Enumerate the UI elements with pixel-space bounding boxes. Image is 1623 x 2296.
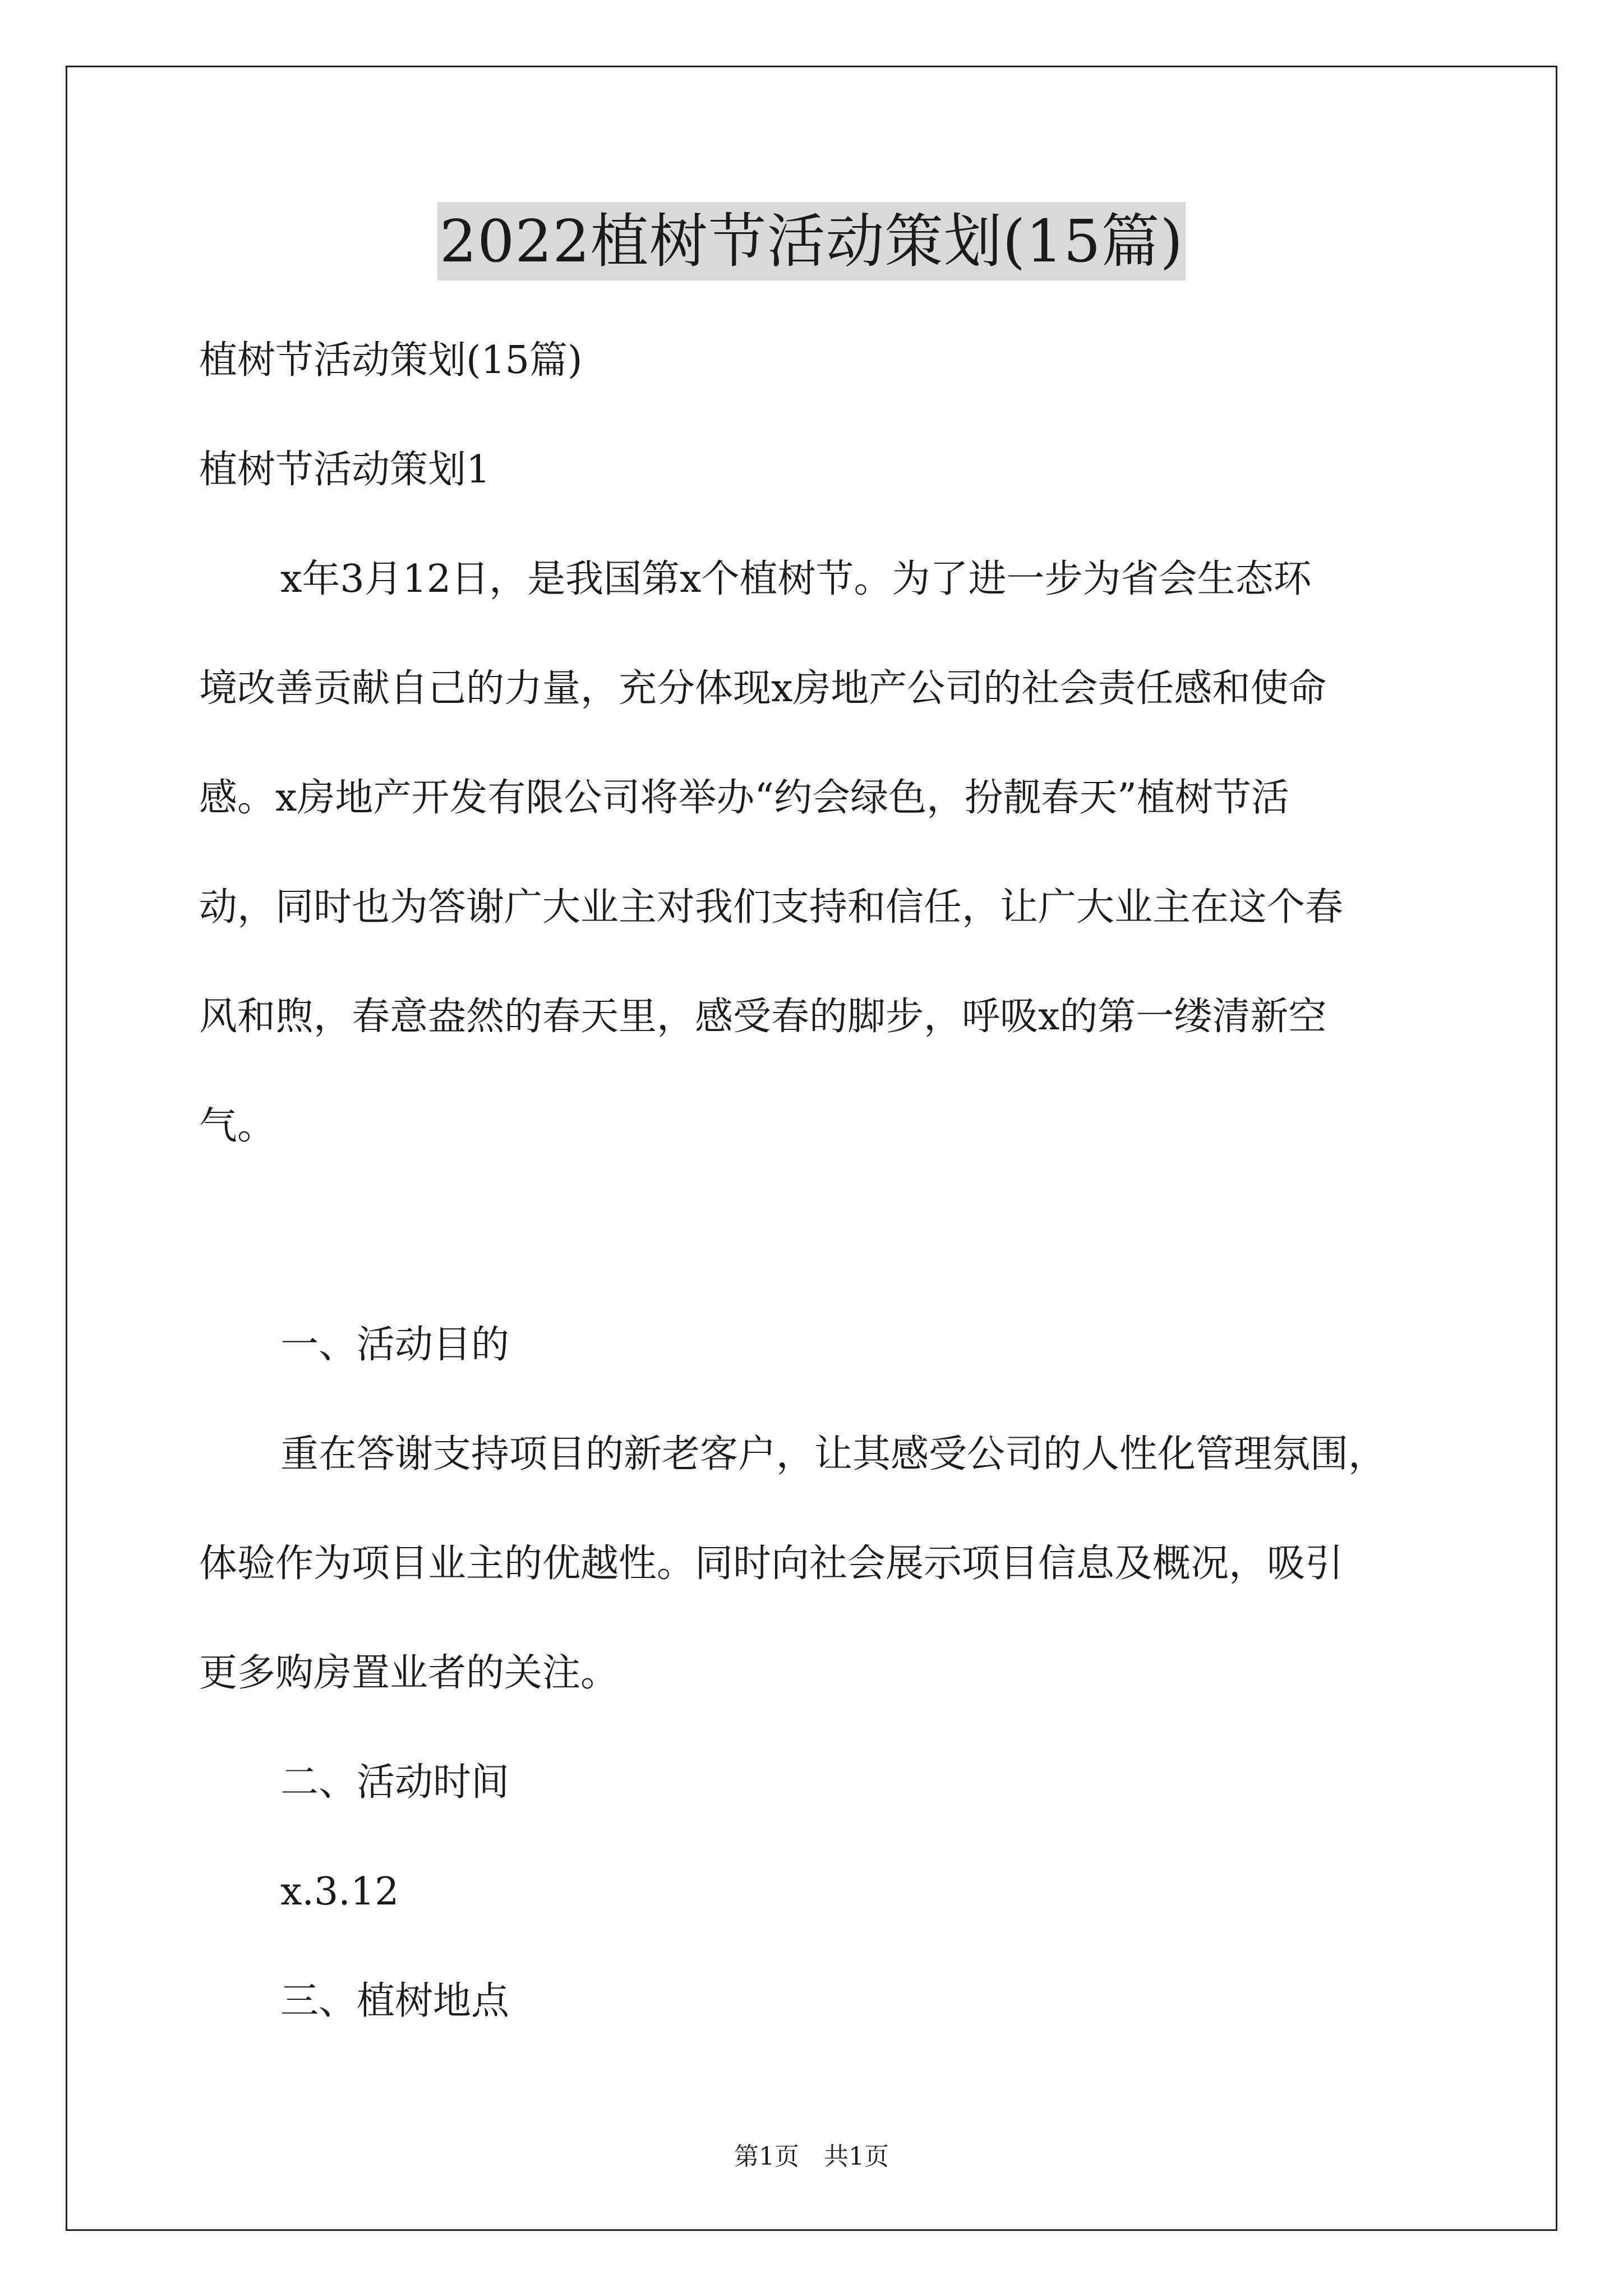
purpose-line-1: 重在答谢支持项目的新老客户，让其感受公司的人性化管理氛围， bbox=[280, 1432, 1387, 1476]
time-value: x.3.12 bbox=[280, 1870, 399, 1914]
intro-line-5: 风和煦，春意盎然的春天里，感受春的脚步，呼吸x的第一缕清新空 bbox=[199, 995, 1327, 1039]
purpose-line-3: 更多购房置业者的关注。 bbox=[199, 1651, 619, 1695]
purpose-line-2: 体验作为项目业主的优越性。同时向社会展示项目信息及概况，吸引 bbox=[199, 1542, 1344, 1586]
purpose-heading: 一、活动目的 bbox=[280, 1323, 510, 1367]
location-heading: 三、植树地点 bbox=[280, 1979, 510, 2023]
intro-line-3: 感。x房地产开发有限公司将举办“约会绿色，扮靓春天”植树节活 bbox=[199, 776, 1289, 820]
intro-line-6: 气。 bbox=[199, 1104, 276, 1148]
section-heading: 植树节活动策划1 bbox=[199, 448, 491, 492]
document-title: 2022植树节活动策划(15篇) bbox=[437, 202, 1186, 280]
paragraph-spacer bbox=[199, 1181, 1433, 1290]
intro-line-4: 动，同时也为答谢广大业主对我们支持和信任，让广大业主在这个春 bbox=[199, 885, 1344, 930]
page-footer: 第1页 共1页 bbox=[734, 2142, 889, 2171]
subtitle: 植树节活动策划(15篇) bbox=[199, 338, 583, 383]
intro-line-1: x年3月12日，是我国第x个植树节。为了进一步为省会生态环 bbox=[280, 557, 1312, 601]
intro-line-2: 境改善贡献自己的力量，充分体现x房地产公司的社会责任感和使命 bbox=[199, 666, 1327, 711]
time-heading: 二、活动时间 bbox=[280, 1760, 510, 1805]
title-container bbox=[0, 202, 1623, 280]
document-body bbox=[199, 306, 1433, 2056]
